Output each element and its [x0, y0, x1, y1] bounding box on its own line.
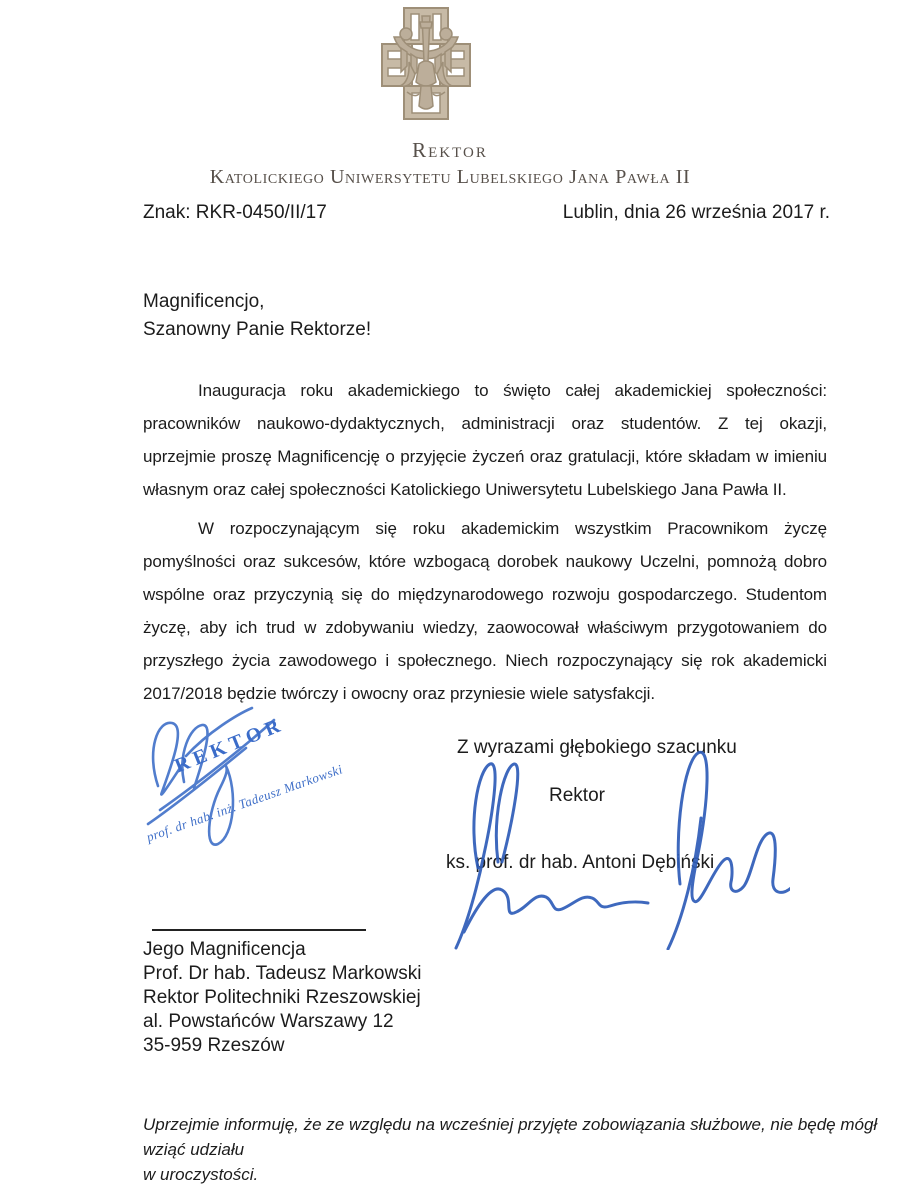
debinski-signature — [440, 722, 790, 950]
salutation-line-2: Szanowny Panie Rektorze! — [143, 319, 372, 340]
recipient-line: Jego Magnificencja — [143, 939, 306, 960]
signer-name: ks. prof. dr hab. Antoni Dębiński — [446, 852, 715, 873]
salutation-line-1: Magnificencjo, — [143, 291, 265, 312]
body-line: W rozpoczynającym się roku akademickim wszystkim Pracownikom życzę — [198, 519, 827, 538]
recipient-line: 35-959 Rzeszów — [143, 1035, 285, 1056]
body-line: uprzejmie proszę Magnificencję o przyjęcie życzeń oraz gratulacji, które składam w imieniu — [143, 447, 827, 466]
body-line: własnym oraz całej społeczności Katolickiego Uniwersytetu Lubelskiego Jana Pawła II. — [143, 480, 787, 499]
salutation — [143, 288, 371, 344]
footnote — [143, 1112, 883, 1187]
valediction: Z wyrazami głębokiego szacunku — [457, 737, 737, 758]
recipient-address — [143, 938, 421, 1058]
recipient-line: al. Powstańców Warszawy 12 — [143, 1011, 394, 1032]
body-line: 2017/2018 będzie twórczy i owocny oraz przyniesie wiele satysfakcji. — [143, 684, 655, 703]
body-line: przyszłego życia zawodowego i społecznego. Niech rozpoczynający się rok akademicki — [143, 651, 827, 670]
dateline: Lublin, dnia 26 września 2017 r. — [562, 202, 830, 223]
recipient-line: Prof. Dr hab. Tadeusz Markowski — [143, 963, 422, 984]
footnote-line-1: Uprzejmie informuję, że ze względu na wcześniej przyjęte zobowiązania służbowe, nie będę mógł wziąć udziału — [143, 1115, 878, 1159]
kul-emblem-icon — [379, 6, 473, 122]
markowski-pen-strokes — [128, 694, 358, 874]
letterhead-title: Rektor — [412, 138, 488, 162]
paragraph-1 — [143, 374, 827, 506]
footnote-line-2: w uroczystości. — [143, 1165, 259, 1184]
recipient-divider-line — [152, 929, 366, 931]
stamp-markowski-name: prof. dr hab. inż. Tadeusz Markowski — [144, 761, 345, 845]
body-line: Inauguracja roku akademickiego to święto całej akademickiej społeczności: — [198, 381, 827, 400]
letterhead-subtitle: Katolickiego Uniwersytetu Lubelskiego Jana Pawła II — [209, 166, 691, 188]
body-line: pracowników naukowo-dydaktycznych, administracji oraz studentów. Z tej okazji, — [143, 414, 827, 433]
letter-body — [143, 374, 827, 710]
closing-title: Rektor — [549, 785, 605, 806]
body-line: pomyślności oraz sukcesów, które wzbogacą dorobek naukowy Uczelni, pomnożą dobro — [143, 552, 827, 571]
stamp-rektor-label: REKTOR — [171, 713, 288, 778]
body-line: wspólne oraz przyczynią się do międzynarodowego rozwoju gospodarczego. Studentom — [143, 585, 827, 604]
paragraph-2 — [143, 512, 827, 710]
recipient-line: Rektor Politechniki Rzeszowskiej — [143, 987, 421, 1008]
reference-date-row — [143, 202, 830, 224]
kul-emblem-logo — [379, 6, 473, 122]
body-line: życzę, aby ich trud w zdobywaniu wiedzy, zaowocował właściwym przygotowaniem do — [143, 618, 827, 637]
reference-number: Znak: RKR-0450/II/17 — [143, 202, 327, 223]
